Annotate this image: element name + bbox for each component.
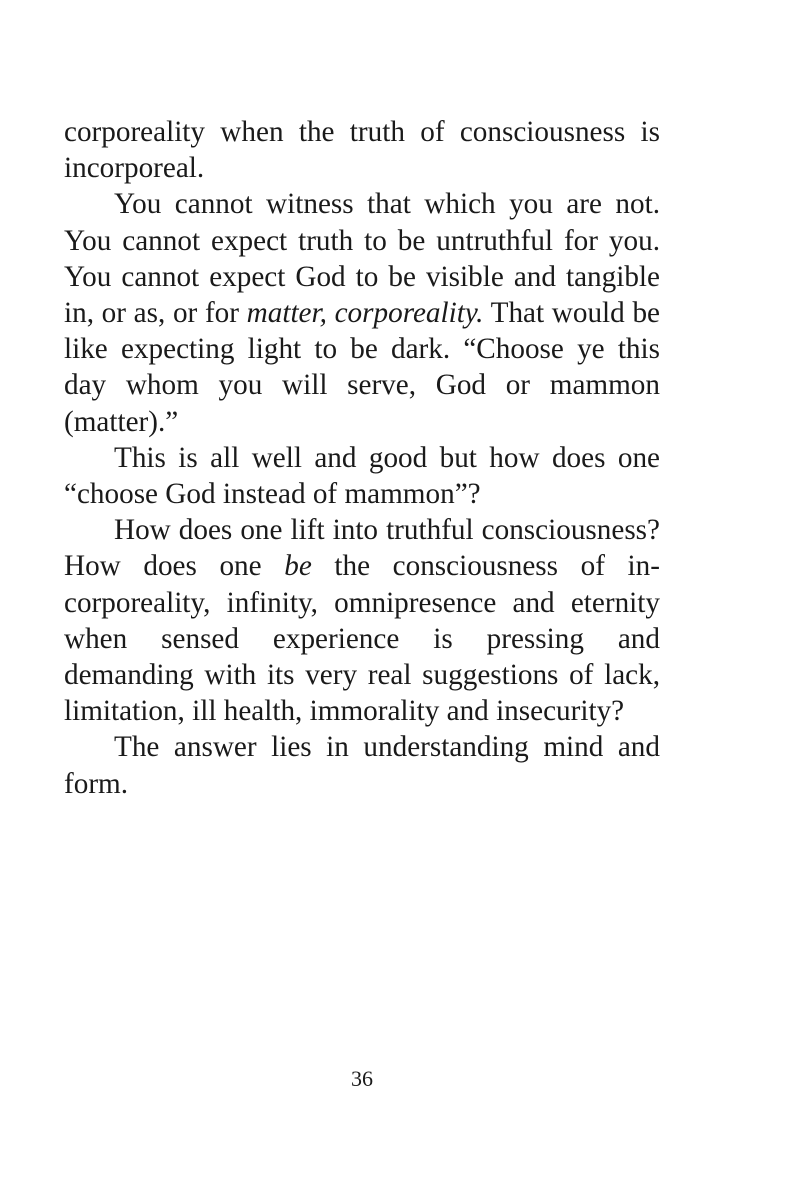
paragraph-lift-text-2: the consciousness of incorporeality, infinity, omnipresence and eternity when sensed experience is pressing and demanding with its very real suggestions of lack, limitation, ill health, immorality and insecurity? [64, 550, 660, 728]
paragraph-witness-italic: matter, corporeality. [246, 297, 484, 330]
paragraph-witness [64, 186, 660, 439]
paragraph-choose: This is all well and good but how does one “choose God instead of mammon”? [64, 441, 660, 511]
paragraph-lift-italic: be [284, 550, 312, 583]
page-number: 36 [351, 1066, 373, 1091]
paragraph-witness-text-1: You cannot witness that which you are not. You cannot expect truth to be untruthful for you. You cannot expect God to be visible and tangible in, or as, or for [64, 188, 660, 330]
paragraph-lift-text-1: How does one lift into truthful consciousness? How does one [64, 514, 660, 583]
body-text [64, 114, 660, 802]
paragraph-continuation: corporeality when the truth of consciousness is incorporeal. [64, 116, 660, 185]
paragraph-witness-text-2: That would be like expecting light to be dark. “Choose ye this day whom you will serve, God or mammon (matter).” [64, 297, 660, 438]
paragraph-answer: The answer lies in understanding mind and form. [64, 731, 660, 800]
paragraph-lift [64, 512, 660, 729]
